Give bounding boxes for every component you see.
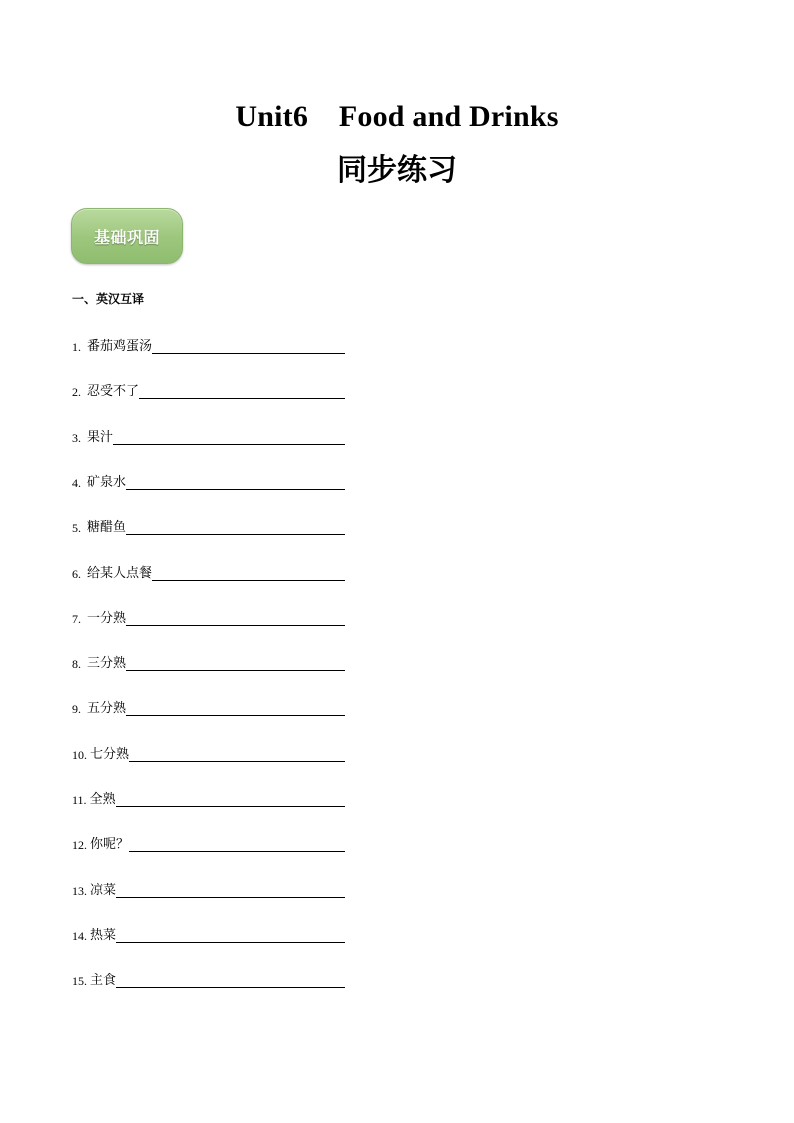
exercise-item bbox=[72, 381, 345, 401]
exercise-item bbox=[72, 427, 345, 447]
exercise-item-number: 15. bbox=[72, 974, 90, 988]
page-title-english: Unit6 Food and Drinks bbox=[235, 100, 559, 133]
exercise-item-text: 番茄鸡蛋汤 bbox=[87, 339, 153, 354]
exercise-heading: 一、英汉互译 bbox=[72, 292, 145, 306]
exercise-item-number: 8. bbox=[72, 657, 87, 671]
exercise-item-number: 13. bbox=[72, 884, 90, 898]
exercise-item bbox=[72, 563, 345, 583]
exercise-item-text: 忍受不了 bbox=[87, 384, 140, 399]
exercise-item bbox=[72, 472, 345, 492]
answer-blank[interactable] bbox=[116, 792, 345, 807]
answer-blank[interactable] bbox=[139, 384, 345, 399]
answer-blank[interactable] bbox=[116, 928, 345, 943]
exercise-item-number: 14. bbox=[72, 929, 90, 943]
exercise-item-number: 1. bbox=[72, 340, 87, 354]
exercise-item-number: 4. bbox=[72, 476, 87, 490]
exercise-item-text: 主食 bbox=[90, 973, 117, 988]
exercise-item-text: 三分熟 bbox=[87, 656, 127, 671]
exercise-item-text: 七分熟 bbox=[90, 747, 130, 762]
exercise-item bbox=[72, 970, 345, 990]
exercise-item bbox=[72, 744, 345, 764]
exercise-item bbox=[72, 653, 345, 673]
answer-blank[interactable] bbox=[126, 520, 345, 535]
exercise-item-text: 全熟 bbox=[89, 792, 116, 807]
exercise-item bbox=[72, 834, 345, 854]
exercise-item bbox=[72, 698, 345, 718]
exercise-item-text: 果汁 bbox=[87, 430, 114, 445]
answer-blank[interactable] bbox=[152, 566, 345, 581]
answer-blank[interactable] bbox=[113, 430, 345, 445]
exercise-item-number: 6. bbox=[72, 567, 87, 581]
exercise-item-number: 9. bbox=[72, 702, 87, 716]
answer-blank[interactable] bbox=[129, 747, 345, 762]
exercise-item-text: 糖醋鱼 bbox=[87, 520, 127, 535]
exercise-item-number: 11. bbox=[72, 793, 90, 807]
exercise-item-number: 10. bbox=[72, 748, 90, 762]
exercise-item-number: 3. bbox=[72, 431, 87, 445]
exercise-item bbox=[72, 517, 345, 537]
answer-blank[interactable] bbox=[126, 611, 345, 626]
exercise-item-number: 5. bbox=[72, 521, 87, 535]
exercise-item-text: 你呢？ bbox=[90, 837, 130, 852]
answer-blank[interactable] bbox=[129, 837, 345, 852]
exercise-item bbox=[72, 336, 345, 356]
exercise-item-text: 热菜 bbox=[90, 928, 117, 943]
answer-blank[interactable] bbox=[126, 701, 345, 716]
section-badge-label: 基础巩固 bbox=[93, 227, 160, 247]
exercise-item bbox=[72, 925, 345, 945]
answer-blank[interactable] bbox=[116, 973, 345, 988]
exercise-item-text: 五分熟 bbox=[87, 701, 127, 716]
exercise-item-number: 12. bbox=[72, 838, 90, 852]
exercise-item-text: 矿泉水 bbox=[87, 475, 127, 490]
exercise-item-number: 2. bbox=[72, 385, 87, 399]
answer-blank[interactable] bbox=[126, 656, 345, 671]
exercise-item bbox=[72, 608, 345, 628]
exercise-item bbox=[72, 880, 345, 900]
section-badge bbox=[71, 208, 183, 264]
page-title-chinese: 同步练习 bbox=[337, 153, 457, 188]
exercise-item-text: 凉菜 bbox=[90, 883, 117, 898]
exercise-item-text: 给某人点餐 bbox=[87, 566, 153, 581]
answer-blank[interactable] bbox=[126, 475, 345, 490]
exercise-item-text: 一分熟 bbox=[87, 611, 127, 626]
answer-blank[interactable] bbox=[116, 883, 345, 898]
exercise-item-number: 7. bbox=[72, 612, 87, 626]
answer-blank[interactable] bbox=[152, 339, 345, 354]
exercise-item bbox=[72, 789, 345, 809]
